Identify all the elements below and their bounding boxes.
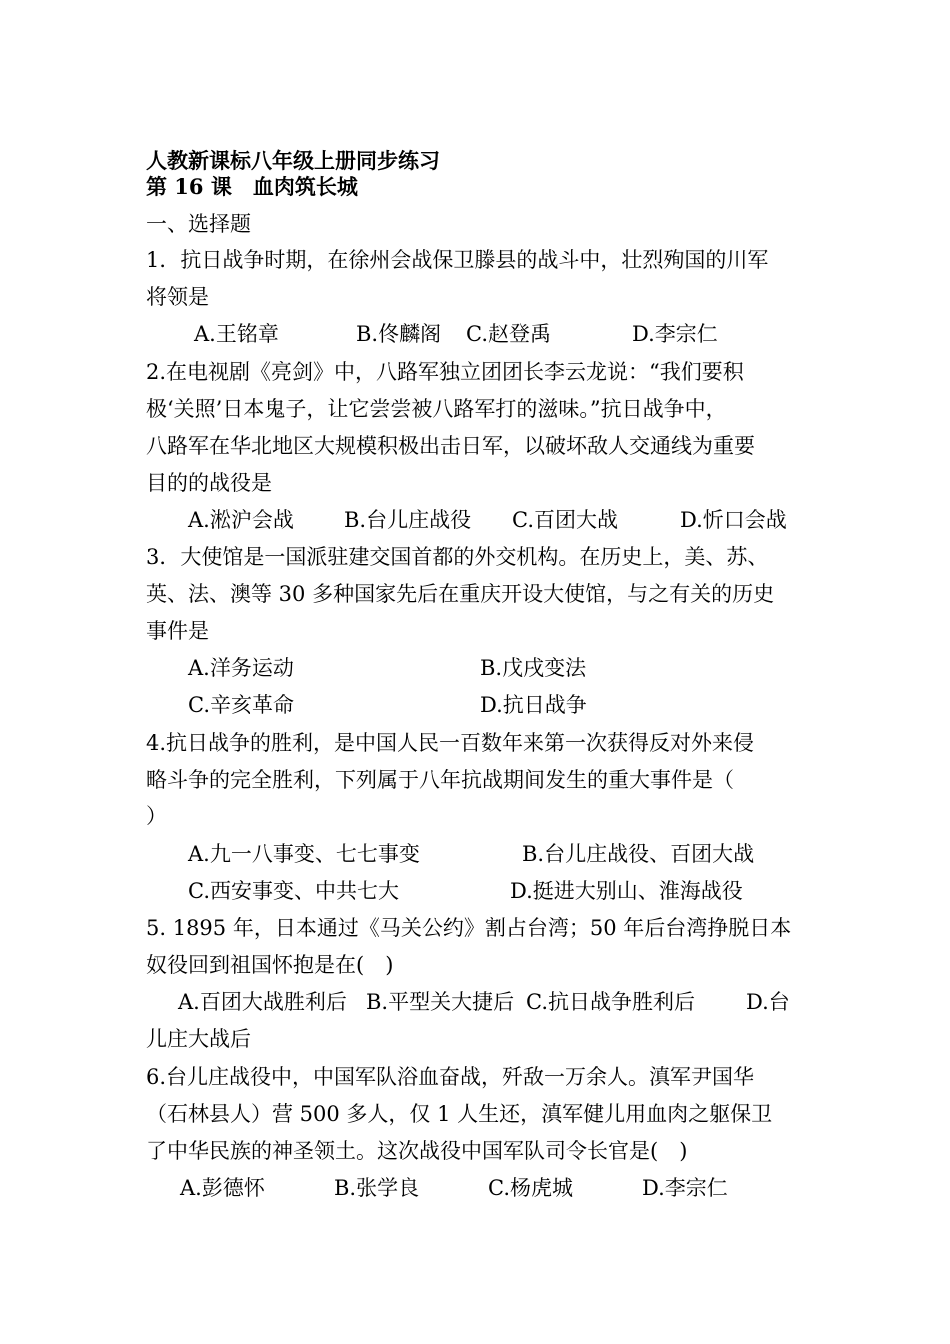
question-1-option-a: A.王铭章 xyxy=(194,322,279,346)
question-2-option-a: A.淞沪会战 xyxy=(188,508,294,532)
question-5-option-c: C.抗日战争胜利后 xyxy=(526,990,695,1014)
question-3-option-b: B.戊戌变法 xyxy=(480,656,587,680)
question-1-line-2: 将领是 xyxy=(146,285,209,309)
question-3-line-1: 3．大使馆是一国派驻建交国首都的外交机构。在历史上，美、苏、 xyxy=(146,545,769,569)
question-5-line-1: 5. 1895 年，日本通过《马关公约》割占台湾；50 年后台湾挣脱日本 xyxy=(146,916,792,940)
question-5-option-a: A.百团大战胜利后 xyxy=(178,990,347,1014)
document-title: 人教新课标八年级上册同步练习 xyxy=(146,148,440,173)
question-4-option-a: A.九一八事变、七七事变 xyxy=(188,842,420,866)
question-3-line-2: 英、法、澳等 30 多种国家先后在重庆开设大使馆，与之有关的历史 xyxy=(146,582,775,606)
question-6-line-1: 6.台儿庄战役中，中国军队浴血奋战，歼敌一万余人。滇军尹国华 xyxy=(146,1065,755,1089)
question-3-option-a: A.洋务运动 xyxy=(188,656,294,680)
question-3-line-3: 事件是 xyxy=(146,619,209,643)
question-3-option-c: C.辛亥革命 xyxy=(188,693,294,717)
question-5-option-d: D.台 xyxy=(746,990,790,1014)
question-2-line-4: 目的的战役是 xyxy=(146,471,272,495)
question-2-line-3: 八路军在华北地区大规模积极出击日军，以破坏敌人交通线为重要 xyxy=(146,434,755,458)
question-4-line-3: ） xyxy=(146,804,167,828)
question-5-option-d-continued: 儿庄大战后 xyxy=(146,1027,251,1051)
question-2-option-c: C.百团大战 xyxy=(512,508,618,532)
question-1-option-c: C.赵登禹 xyxy=(466,322,551,346)
question-1-option-d: D.李宗仁 xyxy=(632,322,718,346)
question-2-line-1: 2.在电视剧《亮剑》中，八路军独立团团长李云龙说：“我们要积 xyxy=(146,360,744,384)
section-heading: 一、选择题 xyxy=(146,212,251,236)
question-2-option-d: D.忻口会战 xyxy=(680,508,787,532)
question-4-line-1: 4.抗日战争的胜利，是中国人民一百数年来第一次获得反对外来侵 xyxy=(146,731,755,755)
question-6-option-d: D.李宗仁 xyxy=(642,1176,728,1200)
question-4-option-c: C.西安事变、中共七大 xyxy=(188,879,399,903)
question-1-line-1: 1．抗日战争时期，在徐州会战保卫滕县的战斗中，壮烈殉国的川军 xyxy=(146,248,769,272)
question-4-line-2: 略斗争的完全胜利，下列属于八年抗战期间发生的重大事件是（ xyxy=(146,768,734,792)
question-4-option-d: D.挺进大别山、淮海战役 xyxy=(510,879,743,903)
question-6-option-c: C.杨虎城 xyxy=(488,1176,573,1200)
question-6-line-2: （石林县人）营 500 多人，仅 1 人生还，滇军健儿用血肉之躯保卫 xyxy=(146,1102,773,1126)
question-6-line-3: 了中华民族的神圣领土。这次战役中国军队司令长官是( ) xyxy=(146,1139,688,1163)
question-3-option-d: D.抗日战争 xyxy=(480,693,587,717)
lesson-title: 第 16 课 血肉筑长城 xyxy=(146,174,358,199)
question-6-option-b: B.张学良 xyxy=(334,1176,420,1200)
question-6-option-a: A.彭德怀 xyxy=(180,1176,265,1200)
question-1-option-b: B.佟麟阁 xyxy=(356,322,442,346)
question-4-option-b: B.台儿庄战役、百团大战 xyxy=(522,842,755,866)
question-5-line-2: 奴役回到祖国怀抱是在( ) xyxy=(146,953,394,977)
question-2-line-2: 极‘关照’日本鬼子，让它尝尝被八路军打的滋味。”抗日战争中， xyxy=(146,397,727,421)
question-5-option-b: B.平型关大捷后 xyxy=(366,990,515,1014)
question-2-option-b: B.台儿庄战役 xyxy=(344,508,472,532)
